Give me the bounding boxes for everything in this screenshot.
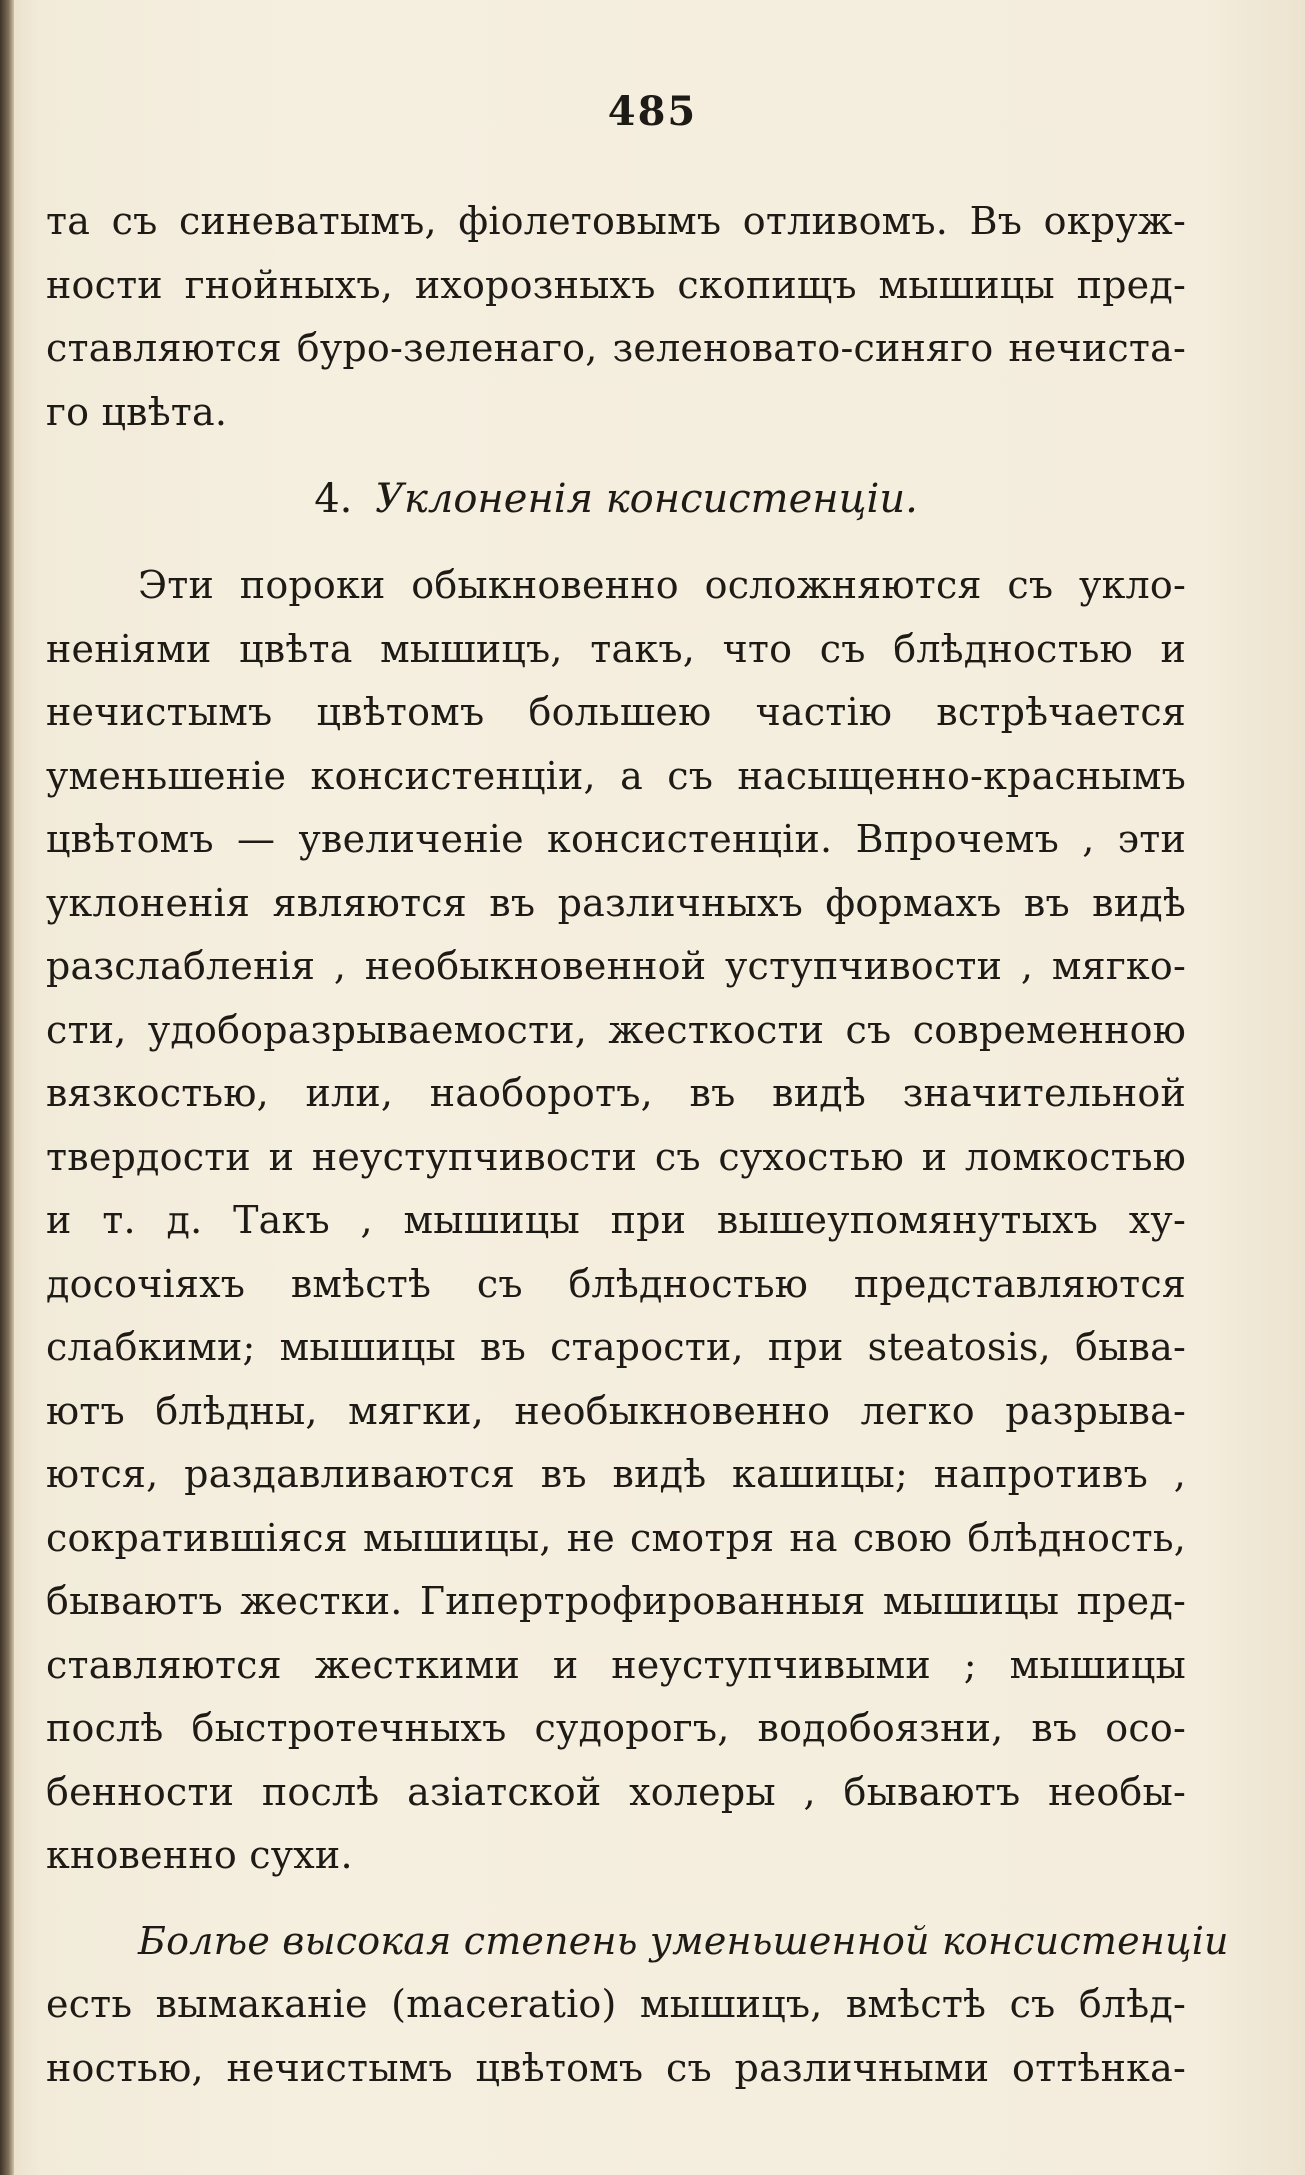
text-line: и т. д. Такъ , мышицы при вышеупомянутыхъ ху- — [46, 1198, 1186, 1242]
text-line: досочіяхъ вмѣстѣ съ блѣдностью представляются — [46, 1261, 1186, 1306]
text-line: сти, удоборазрываемости, жесткости съ современною — [46, 1007, 1186, 1052]
text-line: есть вымаканіе (maceratio) мышицъ, вмѣстѣ съ блѣд- — [46, 1982, 1186, 2026]
text-line: ности гнойныхъ, ихорозныхъ скопищъ мышицы пред- — [46, 262, 1186, 307]
text-line: разслабленія , необыкновенной уступчивости , мягко- — [46, 944, 1186, 988]
text-line: уклоненія являются въ различныхъ формахъ въ видѣ — [46, 880, 1186, 925]
text-line: ютъ блѣдны, мягки, необыкновенно легко разрыва- — [46, 1388, 1186, 1433]
text-line: цвѣтомъ — увеличеніе консистенціи. Впрочемъ , эти — [46, 817, 1186, 861]
text-line: ются, раздавливаются въ видѣ кашицы; напротивъ , — [46, 1452, 1186, 1496]
paragraph-gap — [46, 1888, 1186, 1910]
text-line: вязкостью, или, наоборотъ, въ видѣ значительной — [46, 1071, 1186, 1115]
section-heading — [46, 444, 1186, 554]
text-line: Эти пороки обыкновенно осложняются съ укло- — [138, 563, 1186, 607]
text-line: нечистымъ цвѣтомъ большею частію встрѣчается — [46, 690, 1186, 734]
text-line: уменьшеніе консистенціи, а съ насыщенно-краснымъ — [46, 753, 1186, 798]
text-line: бенности послѣ азіатской холеры , бываютъ необы- — [46, 1769, 1186, 1814]
text-line: послѣ быстротечныхъ судорогъ, водобоязни, въ осо- — [46, 1706, 1186, 1750]
section-title: Уклоненія консистенціи. — [375, 476, 918, 522]
paragraph-1 — [46, 190, 1186, 444]
paragraph-3 — [46, 1910, 1229, 2101]
book-spine-edge — [0, 0, 14, 2175]
paragraph-2 — [46, 554, 1186, 1888]
text-line: го цвѣта. — [46, 389, 228, 434]
text-line: неніями цвѣта мышицъ, такъ, что съ блѣдностью и — [46, 626, 1186, 671]
text-line: слабкими; мышицы въ старости, при steatosis, быва- — [46, 1325, 1186, 1369]
section-number: 4. — [314, 476, 353, 522]
text-line: ностью, нечистымъ цвѣтомъ съ различными оттѣнка- — [46, 2045, 1186, 2090]
text-line: кновенно сухи. — [46, 1833, 353, 1877]
text-line: твердости и неуступчивости съ сухостью и ломкостью — [46, 1134, 1186, 1179]
page-number: 485 — [607, 88, 698, 135]
text-line: та съ синеватымъ, фіолетовымъ отливомъ. Въ окруж- — [46, 199, 1186, 243]
text-line: ставляются жесткими и неуступчивыми ; мышицы — [46, 1642, 1186, 1687]
text-line-italic: Болѣе высокая степень уменьшенной консистенціи — [138, 1918, 1229, 1963]
page-text — [46, 190, 1229, 2100]
text-line: бываютъ жестки. Гипертрофированныя мышицы пред- — [46, 1579, 1186, 1623]
text-line: сократившіяся мышицы, не смотря на свою блѣдность, — [46, 1515, 1186, 1560]
text-line: ставляются буро-зеленаго, зеленовато-синяго нечиста- — [46, 326, 1186, 370]
